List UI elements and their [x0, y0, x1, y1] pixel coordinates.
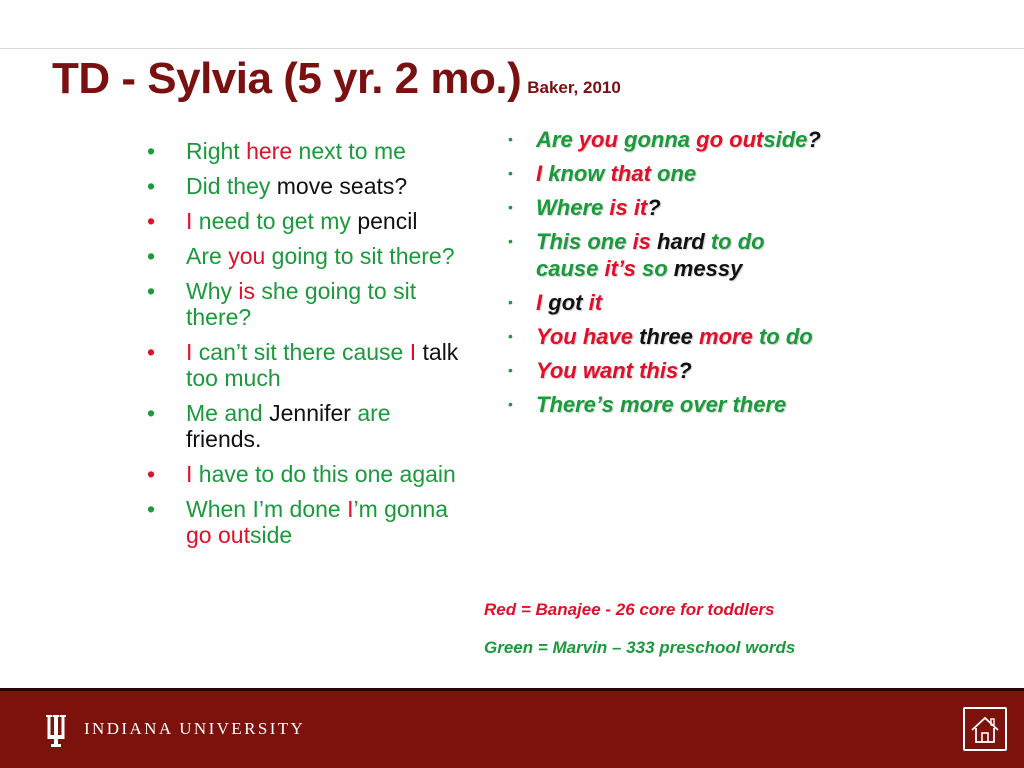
legend-green: Green = Marvin – 333 preschool words	[484, 638, 796, 657]
word-segment: one	[650, 161, 697, 186]
university-name: INDIANA UNIVERSITY	[84, 719, 306, 738]
left-utterance-item	[140, 243, 460, 269]
word-segment: Me and	[186, 400, 270, 426]
bullet-marker: •	[147, 173, 156, 199]
home-button[interactable]	[963, 707, 1007, 751]
bullet-marker: •	[147, 400, 156, 426]
word-segment: Right	[186, 138, 247, 164]
word-segment: more	[699, 324, 753, 349]
right-utterance-item	[505, 391, 825, 418]
bullet-marker: •	[508, 396, 513, 412]
bullet-marker: •	[147, 339, 156, 365]
word-segment: Jennifer	[269, 400, 351, 426]
word-segment: is	[238, 278, 256, 304]
right-utterance-item	[505, 289, 825, 316]
word-segment: Why	[186, 278, 239, 304]
bullet-marker: •	[508, 328, 513, 344]
word-segment: pencil	[357, 208, 418, 234]
bullet-marker: •	[147, 496, 156, 522]
word-segment: hard	[657, 229, 705, 254]
left-utterance-list	[140, 138, 460, 557]
footer-bar	[0, 688, 1024, 768]
bullet-marker: •	[147, 208, 156, 234]
legend-red: Red = Banajee - 26 core for toddlers	[484, 600, 775, 619]
bullet-marker: •	[508, 233, 513, 249]
word-segment: When I’m done	[186, 496, 348, 522]
word-segment: ?	[807, 127, 821, 152]
word-segment: You want this	[536, 358, 679, 383]
bullet-marker: •	[508, 199, 513, 215]
word-segment: it	[588, 290, 603, 315]
word-segment: I	[186, 208, 193, 234]
left-utterance-item	[140, 173, 460, 199]
word-segment: You have	[536, 324, 640, 349]
bullet-marker: •	[147, 243, 156, 269]
title-citation: Baker, 2010	[527, 78, 621, 97]
left-utterance-item	[140, 138, 460, 164]
right-utterance-item	[505, 194, 825, 221]
word-segment: messy	[673, 256, 743, 281]
left-utterance-item	[140, 496, 460, 548]
word-segment: you	[578, 127, 618, 152]
page-title	[52, 54, 621, 104]
word-segment: Are	[536, 127, 579, 152]
word-segment: I	[536, 290, 543, 315]
left-utterance-item	[140, 461, 460, 487]
right-utterance-item	[505, 126, 825, 153]
left-utterance-item	[140, 278, 460, 330]
right-utterance-item	[505, 228, 825, 282]
word-segment: to do	[752, 324, 813, 349]
word-segment: you	[228, 243, 266, 269]
word-segment: that	[610, 161, 651, 186]
word-segment: over there	[679, 392, 787, 417]
word-segment: too much	[186, 365, 281, 391]
word-segment: out	[217, 522, 250, 548]
left-utterance-item	[140, 339, 460, 391]
left-utterance-item	[140, 208, 460, 234]
word-segment: I	[409, 339, 417, 365]
word-segment: three	[639, 324, 693, 349]
word-segment: is it	[609, 195, 648, 220]
home-icon	[965, 709, 1005, 749]
word-segment: Where	[536, 195, 610, 220]
left-utterance-item	[140, 400, 460, 452]
word-segment: here	[246, 138, 293, 164]
bullet-marker: •	[508, 362, 513, 378]
bullet-marker: •	[147, 461, 156, 487]
word-segment: side	[249, 522, 293, 548]
word-segment: side	[763, 127, 808, 152]
iu-trident-icon	[42, 713, 70, 749]
right-utterance-item	[505, 323, 825, 350]
word-segment: it’s	[604, 256, 636, 281]
word-segment: talk	[422, 339, 459, 365]
word-segment: got	[548, 290, 583, 315]
word-segment: to do cause	[536, 229, 765, 281]
word-segment: are	[350, 400, 391, 426]
word-segment: go	[186, 522, 212, 548]
word-segment: friends.	[186, 426, 262, 452]
word-segment: I	[536, 161, 543, 186]
word-segment: Are	[186, 243, 229, 269]
word-segment: is	[632, 229, 651, 254]
word-segment: next to me	[292, 138, 406, 164]
bullet-marker: •	[508, 165, 513, 181]
right-utterance-item	[505, 160, 825, 187]
word-segment: ’m gonna	[353, 496, 449, 522]
title-main: TD - Sylvia (5 yr. 2 mo.)	[52, 54, 522, 103]
word-segment: she going to sit there?	[186, 278, 417, 330]
word-segment: ?	[678, 358, 692, 383]
word-segment: out	[729, 127, 764, 152]
word-segment: I	[347, 496, 354, 522]
bullet-marker: •	[508, 294, 513, 310]
right-utterance-list	[505, 126, 825, 425]
word-segment: can’t sit there cause	[192, 339, 410, 365]
bullet-marker: •	[508, 131, 513, 147]
word-segment: Did they	[186, 173, 277, 199]
word-segment: need to get my	[192, 208, 358, 234]
bullet-marker: •	[147, 278, 156, 304]
word-segment: so	[635, 256, 674, 281]
word-segment: going to sit there?	[265, 243, 455, 269]
word-segment: have to do this one again	[192, 461, 456, 487]
word-segment: know	[542, 161, 611, 186]
word-segment: There’s more	[536, 392, 680, 417]
right-utterance-item	[505, 357, 825, 384]
word-segment: I	[186, 339, 193, 365]
word-segment: move seats?	[276, 173, 408, 199]
word-segment: gonna	[617, 127, 697, 152]
word-segment: go	[696, 127, 724, 152]
word-segment: This one	[536, 229, 633, 254]
word-segment: I	[186, 461, 193, 487]
bullet-marker: •	[147, 138, 156, 164]
word-segment: ?	[647, 195, 661, 220]
top-divider	[0, 48, 1024, 49]
